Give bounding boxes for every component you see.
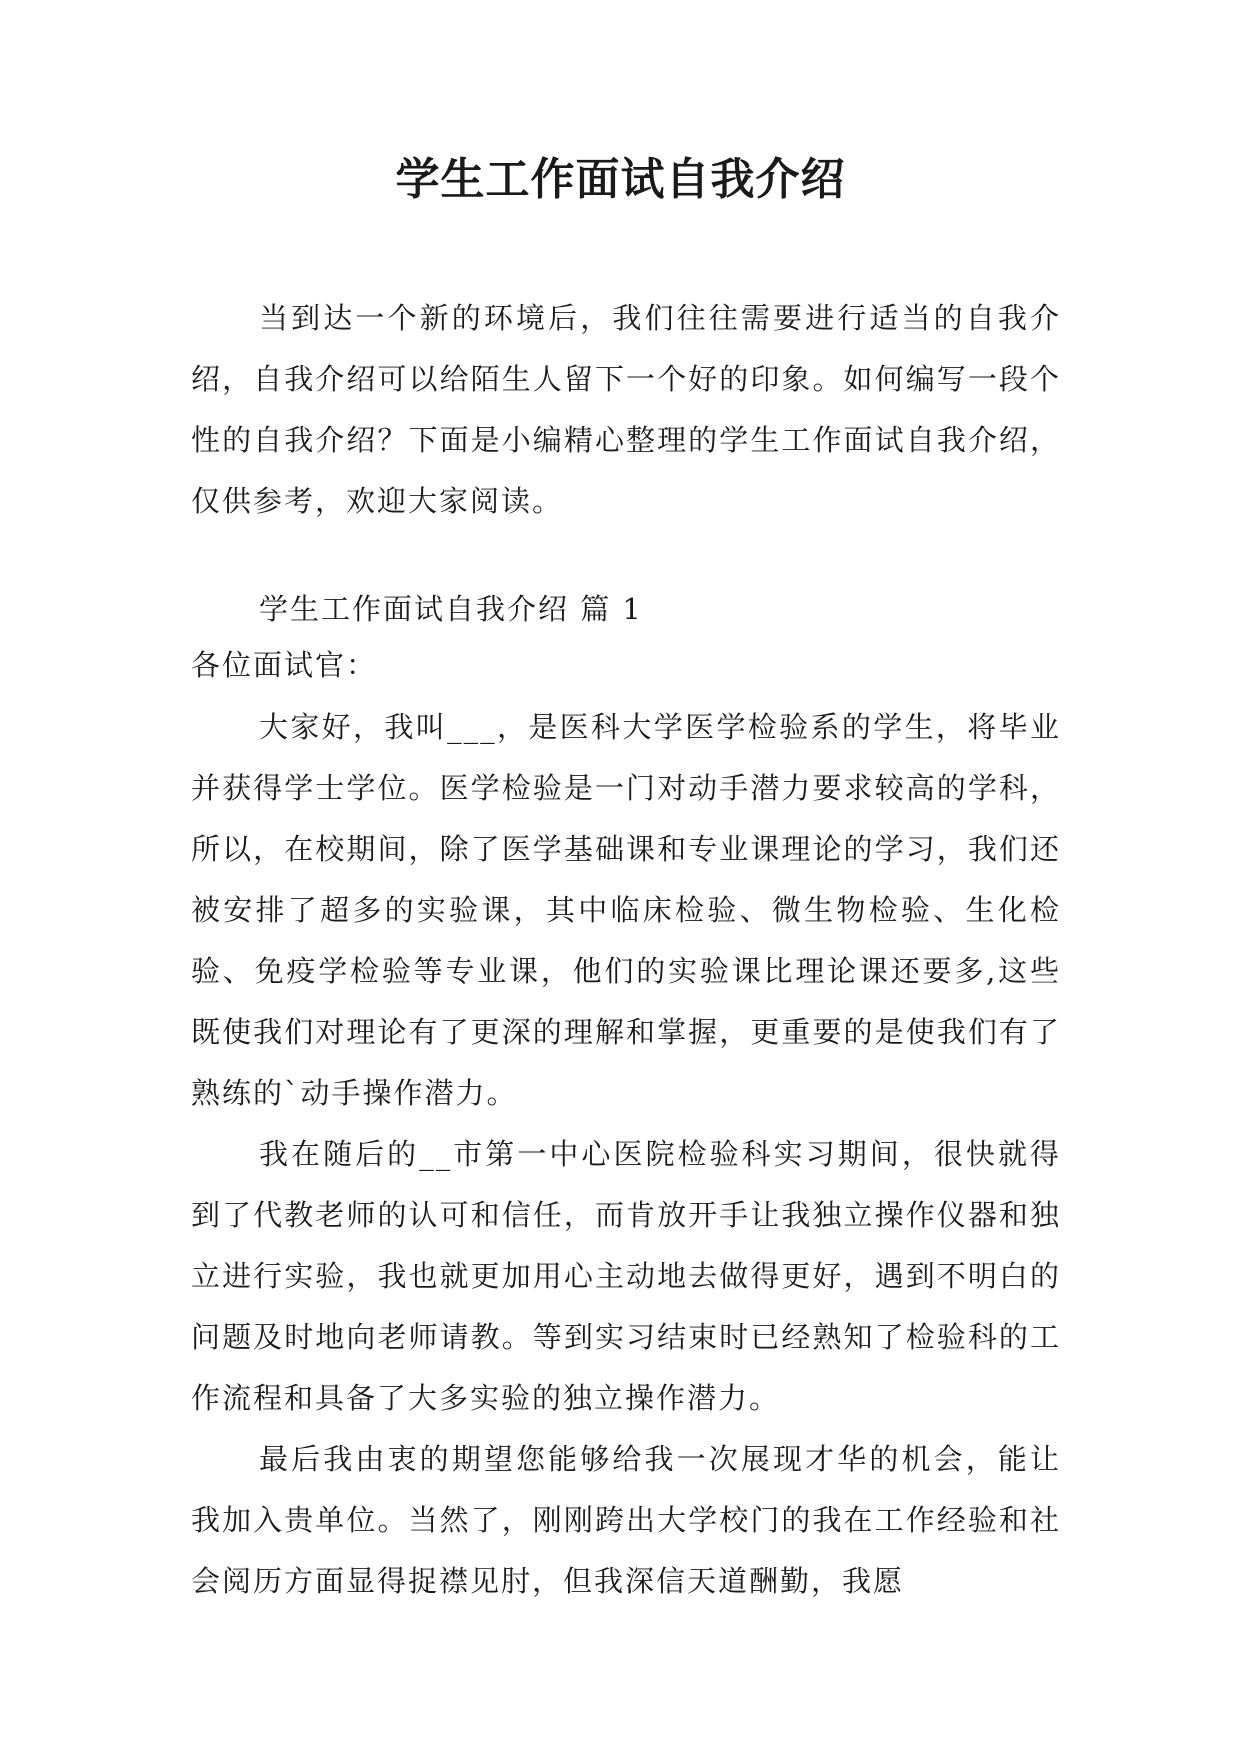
body-paragraph: 大家好，我叫___，是医科大学医学检验系的学生，将毕业并获得学士学位。医学检验是一门对动手潜力要求较高的学科，所以，在校期间，除了医学基础课和专业课理论的学习，我们还被安排了超多的实验课，其中临床检验、微生物检验、生化检验、免疫学检验等专业课，他们的实验课比理论课还要多,这些既使我们对理论有了更深的理解和掌握，更重要的是使我们有了熟练的`动手操作潜力。: [191, 710, 1061, 1110]
document-title: 学生工作面试自我介绍: [395, 154, 846, 205]
body-paragraph: 最后我由衷的期望您能够给我一次展现才华的机会，能让我加入贵单位。当然了，刚刚跨出大学校门的我在工作经验和社会阅历方面显得捉襟见肘，但我深信天道酬勤，我愿: [191, 1442, 1061, 1598]
salutation: 各位面试官：: [191, 648, 378, 682]
body-text: [191, 697, 1061, 1612]
section-heading: 学生工作面试自我介绍 篇 1: [259, 592, 643, 626]
intro-paragraph: 当到达一个新的环境后，我们往往需要进行适当的自我介绍，自我介绍可以给陌生人留下一个好的印象。如何编写一段个性的自我介绍？下面是小编精心整理的学生工作面试自我介绍，仅供参考，欢迎大家阅读。: [191, 301, 1061, 518]
body-paragraph: 我在随后的__市第一中心医院检验科实习期间，很快就得到了代教老师的认可和信任，而肯放开手让我独立操作仪器和独立进行实验，我也就更加用心主动地去做得更好，遇到不明白的问题及时地向老师请教。等到实习结束时已经熟知了检验科的工作流程和具备了大多实验的独立操作潜力。: [191, 1137, 1061, 1415]
